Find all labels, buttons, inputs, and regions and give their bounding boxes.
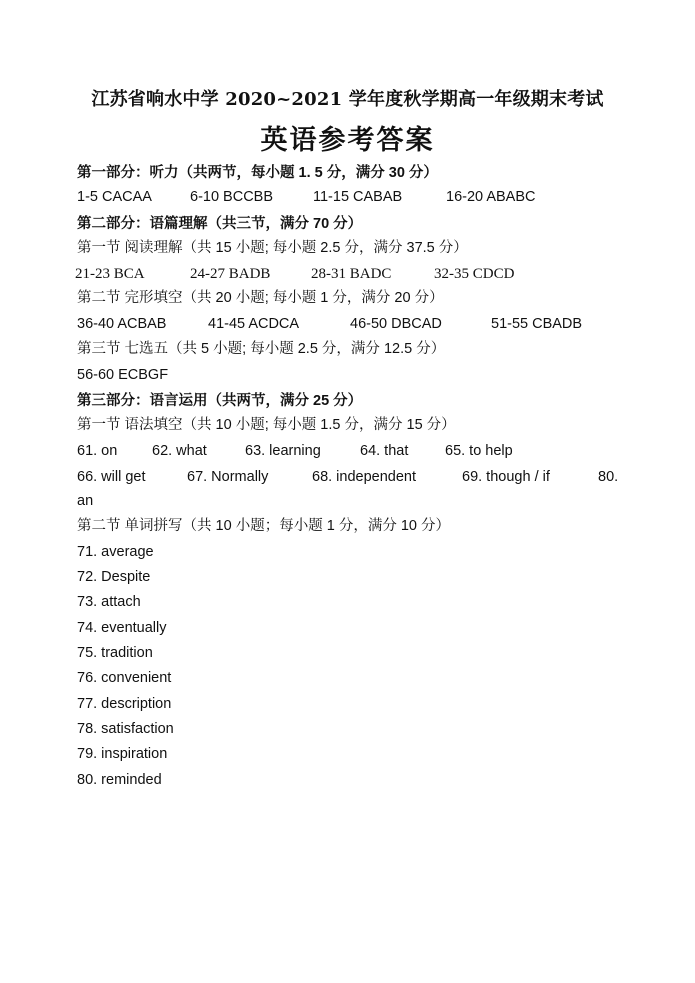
part2-heading: 第二部分：语篇理解（共三节，满分 70 分） (77, 216, 363, 232)
answer-item: 80. (598, 469, 619, 485)
answer-group: 46-50 DBCAD (350, 316, 442, 332)
school-exam-title: 江苏省响水中学 2020~2021 学年度秋学期高一年级期末考试 (91, 89, 604, 110)
answer-item: 62. what (152, 443, 207, 459)
part3-section1-heading: 第一节 语法填空（共 10 小题; 每小题 1.5 分，满分 15 分） (77, 417, 456, 433)
spelling-answer: 77. description (77, 696, 172, 712)
spelling-answer: 78. satisfaction (77, 721, 174, 737)
answer-group: 6-10 BCCBB (190, 189, 274, 205)
part3-section1-answer-row-1 (77, 442, 637, 460)
answer-group: 28-31 BADC (311, 266, 392, 282)
answer-group: 1-5 CACAA (77, 189, 152, 205)
part2-section3-heading: 第三节 七选五（共 5 小题; 每小题 2.5 分，满分 12.5 分） (77, 341, 446, 357)
spelling-answer: 71. average (77, 544, 154, 560)
spelling-answer: 74. eventually (77, 620, 167, 636)
spelling-answer: 79. inspiration (77, 746, 168, 762)
answer-item: 69. though / if (462, 469, 550, 485)
answer-item-continuation: an (77, 493, 94, 509)
answer-group: 32-35 CDCD (434, 266, 515, 282)
answer-group: 11-15 CABAB (313, 189, 403, 205)
answer-item: 61. on (77, 443, 118, 459)
answer-item: 68. independent (312, 469, 417, 485)
part3-heading: 第三部分：语言运用（共两节，满分 25 分） (77, 393, 363, 409)
spelling-answer: 76. convenient (77, 670, 172, 686)
answer-item: 65. to help (445, 443, 513, 459)
answer-group: 24-27 BADB (190, 266, 271, 282)
part2-section2-answer-row (77, 315, 637, 333)
answer-item: 64. that (360, 443, 409, 459)
part3-section1-answer-row-2 (77, 468, 637, 486)
spelling-answer: 73. attach (77, 594, 141, 610)
spelling-answer: 75. tradition (77, 645, 153, 661)
part2-section2-heading: 第二节 完形填空（共 20 小题; 每小题 1 分，满分 20 分） (77, 290, 444, 306)
answer-group: 21-23 BCA (75, 266, 145, 282)
part2-section1-heading: 第一节 阅读理解（共 15 小题; 每小题 2.5 分，满分 37.5 分） (77, 240, 468, 256)
spelling-answer: 72. Despite (77, 569, 151, 585)
answer-item: 67. Normally (187, 469, 269, 485)
answer-item: 66. will get (77, 469, 146, 485)
document-title: 英语参考答案 (260, 125, 435, 156)
part1-answer-row (77, 188, 637, 206)
part2-section1-answer-row (77, 265, 637, 283)
part1-heading: 第一部分：听力（共两节，每小题 1. 5 分，满分 30 分） (77, 165, 438, 181)
answer-item: 63. learning (245, 443, 321, 459)
answer-group: 51-55 CBADB (491, 316, 583, 332)
part2-section3-answers: 56-60 ECBGF (77, 367, 169, 383)
answer-group: 41-45 ACDCA (208, 316, 300, 332)
part3-section2-heading: 第二节 单词拼写（共 10 小题；每小题 1 分，满分 10 分） (77, 518, 451, 534)
spelling-answer: 80. reminded (77, 772, 162, 788)
answer-group: 16-20 ABABC (446, 189, 536, 205)
answer-group: 36-40 ACBAB (77, 316, 167, 332)
